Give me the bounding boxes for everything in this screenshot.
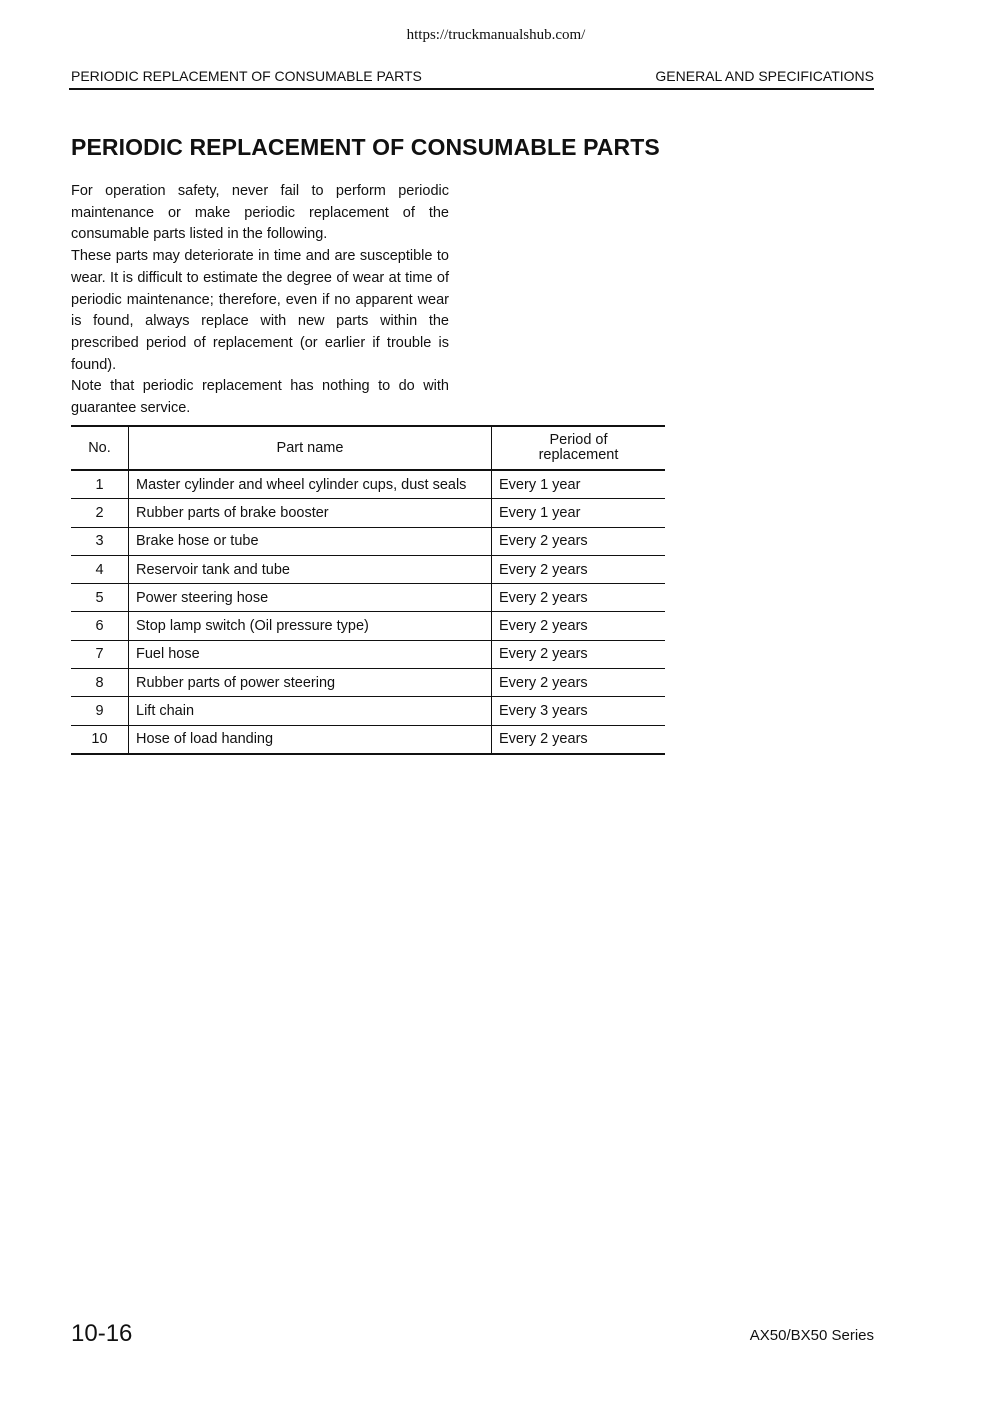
table-row (71, 470, 665, 499)
row-part-name: Power steering hose (129, 584, 492, 612)
row-part-name: Stop lamp switch (Oil pressure type) (129, 612, 492, 640)
running-header-section: PERIODIC REPLACEMENT OF CONSUMABLE PARTS (71, 68, 422, 84)
row-part-name: Brake hose or tube (129, 527, 492, 555)
row-no: 10 (71, 725, 129, 754)
table-row (71, 555, 665, 583)
page-number: 10-16 (71, 1320, 133, 1347)
row-no: 6 (71, 612, 129, 640)
page-title: PERIODIC REPLACEMENT OF CONSUMABLE PARTS (71, 134, 660, 160)
table-row (71, 584, 665, 612)
row-period: Every 2 years (492, 555, 666, 583)
row-part-name: Fuel hose (129, 640, 492, 668)
row-no: 7 (71, 640, 129, 668)
header-period-line-1: Period of (549, 432, 608, 448)
row-period: Every 2 years (492, 640, 666, 668)
intro-paragraph-3: Note that periodic replacement has nothing to do with guarantee service. (71, 378, 449, 417)
row-part-name: Hose of load handing (129, 725, 492, 754)
row-period: Every 2 years (492, 725, 666, 754)
row-part-name: Rubber parts of power steering (129, 669, 492, 697)
header-part-name: Part name (129, 426, 492, 470)
row-period: Every 1 year (492, 470, 666, 499)
row-period: Every 2 years (492, 584, 666, 612)
intro-paragraph-1: For operation safety, never fail to perform periodic maintenance or make periodic replacement of the consumable parts listed in the following. (71, 183, 449, 243)
row-period: Every 2 years (492, 669, 666, 697)
header-period-line-2: replacement (538, 447, 619, 463)
table-row (71, 669, 665, 697)
table-row (71, 612, 665, 640)
row-period: Every 1 year (492, 499, 666, 527)
row-part-name: Lift chain (129, 697, 492, 725)
row-period: Every 2 years (492, 612, 666, 640)
row-part-name: Master cylinder and wheel cylinder cups, dust seals (129, 470, 492, 499)
consumable-parts-table (71, 425, 665, 755)
intro-text (71, 181, 449, 420)
row-no: 2 (71, 499, 129, 527)
row-part-name: Rubber parts of brake booster (129, 499, 492, 527)
running-header-chapter: GENERAL AND SPECIFICATIONS (655, 68, 874, 84)
table-row (71, 527, 665, 555)
table-header-row (71, 426, 665, 470)
header-no: No. (71, 426, 129, 470)
row-no: 5 (71, 584, 129, 612)
row-period: Every 3 years (492, 697, 666, 725)
row-no: 3 (71, 527, 129, 555)
row-no: 8 (71, 669, 129, 697)
row-no: 1 (71, 470, 129, 499)
table-row (71, 640, 665, 668)
row-no: 9 (71, 697, 129, 725)
source-url: https://truckmanualshub.com/ (406, 27, 586, 43)
table-row (71, 725, 665, 754)
intro-paragraph-2: These parts may deteriorate in time and are susceptible to wear. It is difficult to estimate the degree of wear at time of periodic maintenance; therefore, even if no apparent wear is found, always replace with new parts within the prescribed period of replacement (or earlier if trouble is found). (71, 248, 449, 373)
row-period: Every 2 years (492, 527, 666, 555)
row-part-name: Reservoir tank and tube (129, 555, 492, 583)
model-series: AX50/BX50 Series (749, 1327, 874, 1344)
header-period (492, 426, 666, 470)
row-no: 4 (71, 555, 129, 583)
table-row (71, 499, 665, 527)
running-header (69, 66, 874, 90)
table-row (71, 697, 665, 725)
